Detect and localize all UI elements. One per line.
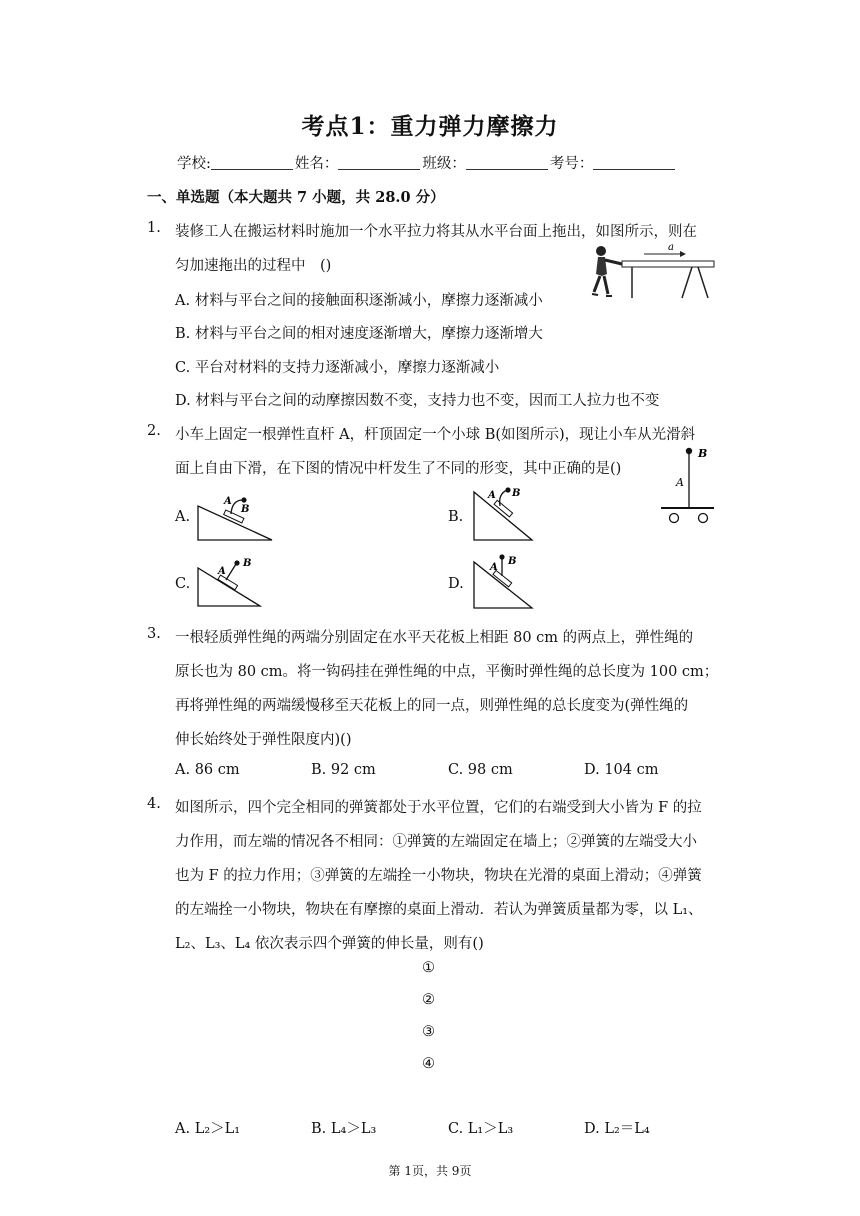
- q1-line2: 匀加速拖出的过程中 (): [175, 258, 332, 274]
- q2-option-d-figure: [472, 552, 536, 612]
- q3-option-d: D. 104 cm: [584, 762, 659, 778]
- q4-figure-mark-1: ①: [422, 960, 435, 976]
- q3-number: 3.: [147, 626, 161, 642]
- name-blank: [338, 155, 420, 170]
- q2-line2: 面上自由下滑，在下图的情况中杆发生了不同的形变，其中正确的是(): [175, 461, 622, 477]
- name-label: 姓名：: [294, 156, 339, 172]
- q1-option-a: A. 材料与平台之间的接触面积逐渐减小，摩擦力逐渐减小: [175, 293, 543, 309]
- q3-option-a: A. 86 cm: [175, 762, 240, 778]
- q2-cart-figure: [658, 444, 718, 526]
- q4-line2: 力作用，而左端的情况各不相同：①弹簧的左端固定在墙上；②弹簧的左端受大小: [175, 834, 697, 850]
- number-blank: [593, 155, 675, 170]
- page-title: 考点1：重力弹力摩擦力: [301, 113, 559, 140]
- q4-option-b: B. L₄＞L₃: [311, 1121, 377, 1137]
- q2-option-c-figure: [196, 556, 266, 610]
- q2-option-c: C.: [175, 576, 191, 592]
- class-label: 班级：: [422, 156, 466, 172]
- q4-line1: 如图所示，四个完全相同的弹簧都处于水平位置，它们的右端受到大小皆为 F 的拉: [175, 800, 702, 816]
- page-footer: 第 1页，共 9页: [388, 1164, 472, 1178]
- svg-text:B: B: [512, 488, 521, 499]
- q1-number: 1.: [147, 220, 161, 236]
- q1-option-c: C. 平台对材料的支持力逐渐减小，摩擦力逐渐减小: [175, 360, 500, 376]
- svg-text:A: A: [488, 490, 496, 501]
- q4-figure-mark-4: ④: [422, 1056, 435, 1072]
- q3-option-b: B. 92 cm: [311, 762, 376, 778]
- q2-option-d: D.: [448, 576, 464, 592]
- q1-line1: 装修工人在搬运材料时施加一个水平拉力将其从水平台面上拖出，如图所示，则在: [175, 224, 697, 240]
- q2-option-a-figure: [196, 490, 276, 542]
- q3-line4: 伸长始终处于弹性限度内)(): [175, 732, 352, 748]
- q4-option-c: C. L₁＞L₃: [448, 1121, 514, 1137]
- q4-option-a: A. L₂＞L₁: [175, 1121, 241, 1137]
- q2-option-a: A.: [175, 509, 191, 525]
- section-heading: 一、单选题（本大题共 7 小题，共 28.0 分）: [147, 189, 445, 206]
- q1-worker-figure: [588, 240, 718, 302]
- q4-number: 4.: [147, 796, 161, 812]
- q2-number: 2.: [147, 423, 161, 439]
- q3-option-c: C. 98 cm: [448, 762, 513, 778]
- svg-text:B: B: [241, 504, 250, 515]
- q4-line3: 也为 F 的拉力作用；③弹簧的左端拴一小物块，物块在光滑的桌面上滑动；④弹簧: [175, 868, 702, 884]
- q4-line5: L₂、L₃、L₄ 依次表示四个弹簧的伸长量，则有(): [175, 936, 484, 952]
- q2-ball-label: B: [698, 447, 708, 460]
- school-blank: [211, 155, 293, 170]
- q3-line3: 再将弹性绳的两端缓慢移至天花板上的同一点，则弹性绳的总长度变为(弹性绳的: [175, 698, 689, 714]
- svg-text:B: B: [508, 556, 517, 567]
- class-blank: [466, 155, 548, 170]
- number-label: 考号：: [549, 156, 594, 172]
- q4-figure-mark-3: ③: [422, 1024, 435, 1040]
- svg-text:A: A: [224, 496, 232, 507]
- school-label: 学校:: [177, 156, 211, 172]
- q4-line4: 的左端拴一小物块，物块在有摩擦的桌面上滑动．若认为弹簧质量都为零，以 L₁、: [175, 902, 703, 918]
- q1-option-d: D. 材料与平台之间的动摩擦因数不变，支持力也不变，因而工人拉力也不变: [175, 393, 660, 409]
- q2-option-b-figure: [472, 484, 536, 544]
- q4-option-d: D. L₂＝L₄: [584, 1121, 650, 1137]
- svg-text:A: A: [490, 562, 498, 573]
- q4-figure-mark-2: ②: [422, 992, 435, 1008]
- q2-line1: 小车上固定一根弹性直杆 A，杆顶固定一个小球 B(如图所示)，现让小车从光滑斜: [175, 427, 696, 443]
- student-info-line: [177, 152, 677, 173]
- q1-accel-label: a: [668, 242, 674, 253]
- svg-text:A: A: [218, 566, 226, 577]
- q3-line2: 原长也为 80 cm。将一钩码挂在弹性绳的中点，平衡时弹性绳的总长度为 100 cm；: [175, 664, 719, 680]
- svg-text:B: B: [243, 558, 252, 569]
- q3-line1: 一根轻质弹性绳的两端分别固定在水平天花板上相距 80 cm 的两点上，弹性绳的: [175, 630, 694, 646]
- q2-option-b: B.: [448, 509, 464, 525]
- q1-option-b: B. 材料与平台之间的相对速度逐渐增大，摩擦力逐渐增大: [175, 326, 543, 342]
- q2-rod-label: A: [676, 476, 684, 489]
